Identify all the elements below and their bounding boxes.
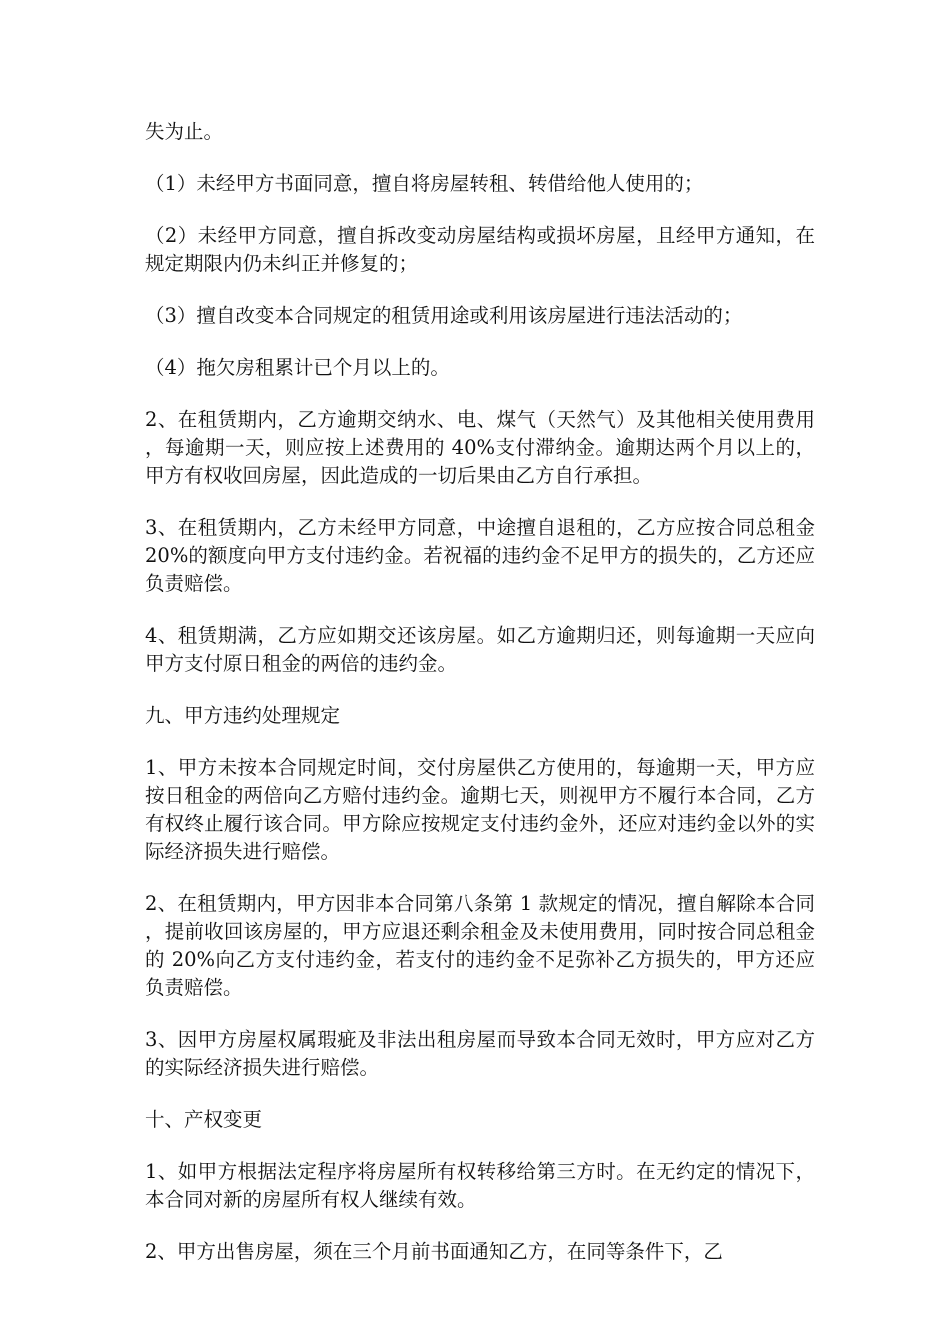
paragraph-landlord-title-defect: 3、因甲方房屋权属瑕疵及非法出租房屋而导致本合同无效时，甲方应对乙方的实际经济损失进行赔偿。 [145,1028,815,1079]
paragraph-landlord-late-delivery: 1、甲方未按本合同规定时间，交付房屋供乙方使用的，每逾期一天，甲方应按日租金的两倍向乙方赔付违约金。逾期七天，则视甲方不履行本合同，乙方有权终止履行该合同。甲方除应按规定支付违约金外，还应对违约金以外的实际经济损失进行赔偿。 [145,756,815,863]
paragraph-clause-item-3: （3）擅自改变本合同规定的租赁用途或利用该房屋进行违法活动的； [145,304,743,327]
paragraph-ownership-transfer: 1、如甲方根据法定程序将房屋所有权转移给第三方时。在无约定的情况下，本合同对新的房屋所有权人继续有效。 [145,1160,815,1211]
paragraph-clause-item-2: （2）未经甲方同意，擅自拆改变动房屋结构或损坏房屋，且经甲方通知，在规定期限内仍未纠正并修复的； [145,224,815,275]
section-heading-property-change: 十、产权变更 [145,1108,263,1131]
paragraph-continuation: 失为止。 [145,120,224,143]
paragraph-tenant-early-termination: 3、在租赁期内，乙方未经甲方同意，中途擅自退租的，乙方应按合同总租金 20%的额度向甲方支付违约金。若祝福的违约金不足甲方的损失的，乙方还应负责赔偿。 [145,516,815,595]
paragraph-tenant-late-fees: 2、在租赁期内，乙方逾期交纳水、电、煤气（天然气）及其他相关使用费用，每逾期一天，则应按上述费用的 40%支付滞纳金。逾期达两个月以上的，甲方有权收回房屋，因此造成的一切后果由乙方自行承担。 [145,408,815,487]
paragraph-clause-item-4: （4）拖欠房租累计已个月以上的。 [145,356,450,379]
paragraph-sale-notice: 2、甲方出售房屋，须在三个月前书面通知乙方，在同等条件下，乙 [145,1240,723,1263]
paragraph-landlord-early-termination: 2、在租赁期内，甲方因非本合同第八条第 1 款规定的情况，擅自解除本合同，提前收回该房屋的，甲方应退还剩余租金及未使用费用，同时按合同总租金的 20%向乙方支付违约金，若支付的违约金不足弥补乙方损失的，甲方还应负责赔偿。 [145,892,815,999]
paragraph-tenant-late-return: 4、租赁期满，乙方应如期交还该房屋。如乙方逾期归还，则每逾期一天应向甲方支付原日租金的两倍的违约金。 [145,624,815,675]
section-heading-landlord-breach: 九、甲方违约处理规定 [145,704,341,727]
document-body [145,118,815,1290]
paragraph-clause-item-1: （1）未经甲方书面同意，擅自将房屋转租、转借给他人使用的； [145,172,704,195]
